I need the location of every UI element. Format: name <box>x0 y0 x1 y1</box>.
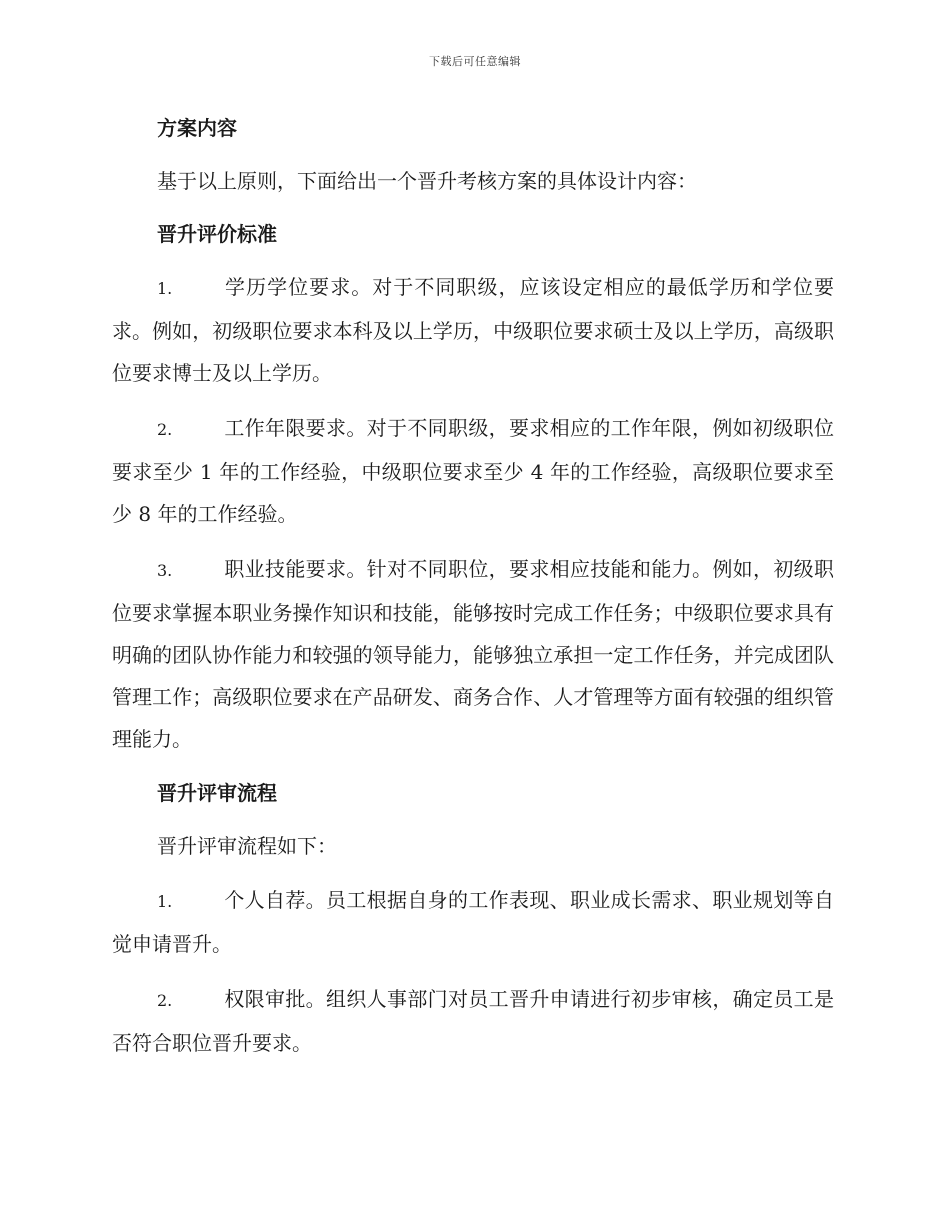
list-item-number: 1. <box>157 279 173 298</box>
criteria-heading: 晋升评价标准 <box>157 222 277 246</box>
list-item-number: 3. <box>157 561 173 580</box>
list-item-text: 个人自荐。员工根据自身的工作表现、职业成长需求、职业规划等自觉申请晋升。 <box>112 888 834 956</box>
plan-heading: 方案内容 <box>157 116 237 140</box>
list-item-number: 2. <box>157 420 173 439</box>
list-item-number: 1. <box>157 892 173 911</box>
list-item <box>112 266 834 394</box>
document-body <box>112 108 834 1064</box>
list-item-text: 权限审批。组织人事部门对员工晋升申请进行初步审核，确定员工是否符合职位晋升要求。 <box>112 987 834 1055</box>
list-item-text: 职业技能要求。针对不同职位，要求相应技能和能力。例如，初级职位要求掌握本职业务操作知识和技能，能够按时完成工作任务；中级职位要求具有明确的团队协作能力和较强的领导能力，能够独立承担一定工作任务，并完成团队管理工作；高级职位要求在产品研发、商务合作、人才管理等方面有较强的组织管理能力。 <box>112 557 834 751</box>
list-item <box>112 879 834 965</box>
process-heading: 晋升评审流程 <box>157 781 277 805</box>
list-item-number: 2. <box>157 991 173 1010</box>
list-item <box>112 548 834 760</box>
page-header: 下载后可任意编辑 <box>429 55 521 68</box>
list-item <box>112 407 834 535</box>
process-intro-paragraph: 晋升评审流程如下： <box>157 834 337 858</box>
list-item-text: 工作年限要求。对于不同职级，要求相应的工作年限，例如初级职位要求至少 1 年的工作经验，中级职位要求至少 4 年的工作经验，高级职位要求至少 8 年的工作经验。 <box>112 416 834 526</box>
list-item-text: 学历学位要求。对于不同职级，应该设定相应的最低学历和学位要求。例如，初级职位要求本科及以上学历，中级职位要求硕士及以上学历，高级职位要求博士及以上学历。 <box>112 275 834 385</box>
plan-intro-paragraph: 基于以上原则，下面给出一个晋升考核方案的具体设计内容： <box>157 169 697 193</box>
list-item <box>112 978 834 1064</box>
